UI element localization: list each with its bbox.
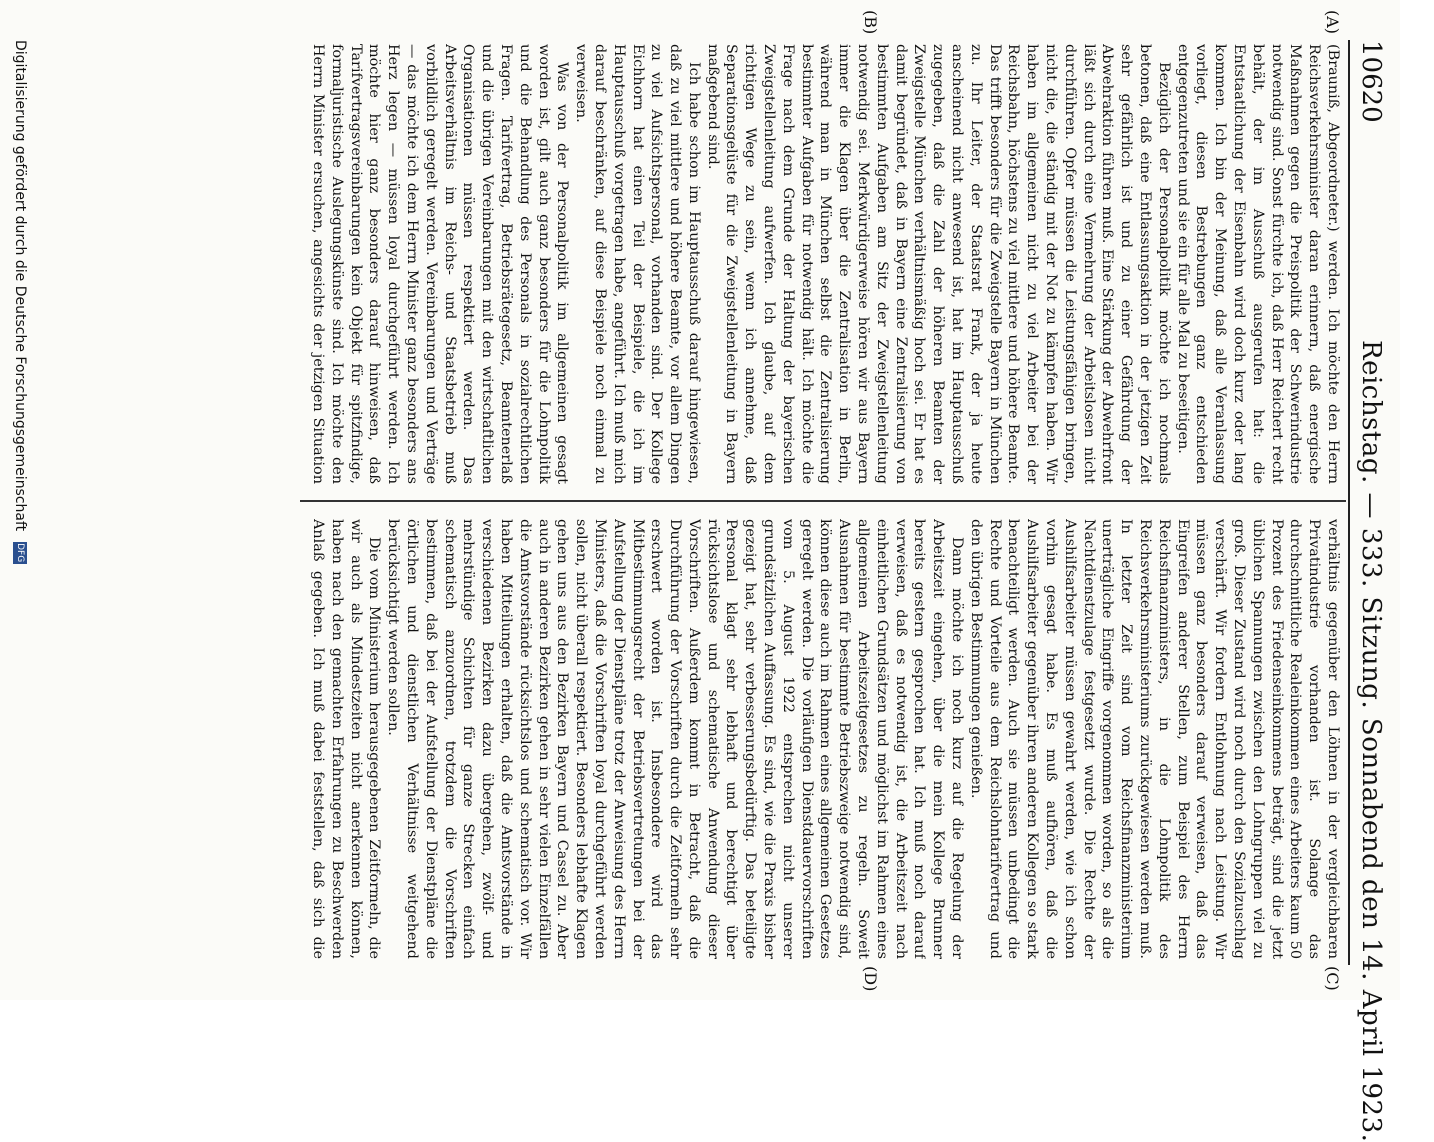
paragraph: Dann möchte ich noch kurz auf die Regelung der Arbeitszeit eingehen, über die mein Kollege Brunner bereits gestern gesprochen hat. Ich muß noch darauf verweisen, daß es notwendig ist, die Arbeitszeit nach einheitlichen Grundsätzen und möglichst im Rahmen eines allgemeinen Arbeitszeitgesetzes zu regeln. Soweit Ausnahmen für bestimmte Betriebszweige notwendig sind, können diese auch im Rahmen eines allgemeinen Gesetzes geregelt werden. Die vorläufigen Dienstdauervorschriften vom 5. August 1922 entsprechen nicht unserer grundsätzlichen Auffassung. Es sind, wie die Praxis bisher gezeigt hat, sehr verbesserungsbedürftig. Das beteiligte Personal klagt sehr lebhaft und berechtigt über rücksichtslose und schematische Anwendung dieser Vorschriften. Außerdem kommt in Betracht, daß die Durchführung der Vorschriften durch die Zeitformeln sehr erschwert worden ist. Insbesondere wird das Mitbestimmungsrecht der Betriebsvertretungen bei der Aufstellung der Dienstpläne trotz der Anweisung des Herrn Ministers, daß die Vorschriften loyal durchgeführt werden sollen, nicht überall respektiert. Besonders lebhafte Klagen gehen uns aus den Bezirken Bayern und Cassel zu. Aber auch in anderen Bezirken gehen in sehr vielen Einzelfällen die Amtsvorstände rücksichtslos und schematisch vor. Wir haben Mitteilungen erhalten, daß die Amtsvorstände in verschiedenen Bezirken dazu übergehen, zwölf- und mehrstündige Schichten für ganze Strecken einfach schematisch anzuordnen, trotzdem die Vorschriften bestimmen, daß bei der Aufstellung der Dienstpläne die örtlichen und dienstlichen Verhältnisse weitgehend berücksichtigt werden sollen. xyxy=(385,519,966,959)
paragraph: Die vom Ministerium herausgegebenen Zeitformeln, die wir auch als Mindestzeiten nicht anerkennen können, haben nach den gemachten Erfahrungen zu Beschwerden Anlaß gegeben. Ich muß dabei feststellen, daß sich die xyxy=(309,519,383,959)
margin-letter-c: (C) xyxy=(1323,966,1342,991)
paragraph: Was von der Personalpolitik im allgemeinen gesagt worden ist, gilt auch ganz besonders für die Lohnpolitik und die Behandlung des Personals in sozialrechtlichen Fragen. Tarifvertrag, Betriebsrätegesetz, Beamtenerlaß und die übrigen Vereinbarungen mit den wirtschaftlichen Organisationen müssen respektiert werden. Das Arbeitsverhältnis im Reichs- und Staatsbetrieb muß vorbildlich geregelt werden. Vereinbarungen und Verträge — das möchte ich dem Herrn Minister ganz besonders ans Herz legen — müssen loyal durchgeführt werden. Ich möchte hier ganz besonders darauf hinweisen, daß Tarifvertragsvereinbarungen kein Objekt für spitzfindige, formaljuristische Auslegungskünste sind. Ich möchte den Herrn Minister ersuchen, angesichts der jetzigen Situation xyxy=(309,44,571,484)
paragraph: (Brauniß, Abgeordneter.) werden. Ich möchte den Herrn Reichsverkehrsminister daran erinnern, daß energische Maßnahmen gegen die Preispolitik der Schwerindustrie notwendig sind. Sonst fürchte ich, daß Herr Reichert recht behält, der im Ausschuß ausgerufen hat: die Entstaatlichung der Eisenbahn wird doch kurz oder lang kommen. Ich bin der Meinung, daß alle Veranlassung vorliegt, diesen Bestrebungen ganz entschieden entgegenzutreten und sie ein für alle Mal zu beseitigen. xyxy=(1174,44,1341,484)
paragraph: verhältnis gegenüber den Löhnen in der vergleichbaren Privatindustrie vorhanden ist. Solange das durchschnittliche Realeinkommen eines Arbeiters kaum 50 Prozent des Friedenseinkommens beträgt, sind die jetzt üblichen Spannungen zwischen den Lohngruppen viel zu groß. Dieser Zustand wird noch durch den Sozialzuschlag verschärft. Wir fordern Entlohnung nach Leistung. Wir müssen ganz besonders darauf verweisen, daß das Eingreifen anderer Stellen, zum Beispiel des Herrn Reichsfinanzministers, in die Lohnpolitik des Reichsverkehrsministeriums zurückgewiesen werden muß. In letzter Zeit sind vom Reichsfinanzministerium unerträgliche Eingriffe vorgenommen worden, so als die Nachtdienstzulage festgesetzt wurde. Die Rechte der Aushilfsarbeiter müssen gewahrt werden, wie ich schon vorhin gesagt habe. Es muß aufhören, daß die Aushilfsarbeiter gegenüber ihren anderen Kollegen so stark benachteiligt werden. Auch sie müssen unbedingt die Rechte und Vorteile aus dem Reichslohntarifvertrag und den übrigen Bestimmungen genießen. xyxy=(967,519,1341,959)
margin-letter-d: (D) xyxy=(861,966,880,992)
running-title: Reichstag. — 333. Sitzung. Sonnabend den 14. April 1923. xyxy=(1356,340,1386,1142)
header-rule xyxy=(1348,40,1350,965)
margin-letter-b: (B) xyxy=(861,10,880,35)
paragraph: Bezüglich der Personalpolitik möchte ich nochmals betonen, daß eine Entlassungsaktion in der jetzigen Zeit sehr gefährlich ist und zu einer Gefährdung der Abwehraktion führen muß. Eine Stärkung der Abwehrfront läßt sich durch eine Vermehrung der Arbeitslosen nicht durchführen. Opfer müssen die Leistungsfähigen bringen, nicht die, die ständig mit der Not zu kämpfen haben. Wir haben im allgemeinen nicht zu viel Arbeiter bei der Reichsbahn, höchstens zu viel mittlere und höhere Beamte. Das trifft besonders für die Zweigstelle Bayern in München zu. Ihr Leiter, der Staatsrat Frank, der ja heute anscheinend nicht anwesend ist, hat im Hauptausschuß zugegeben, daß die Zahl der höheren Beamten der Zweigstelle München verhältnismäßig hoch sei. Er hat es damit begründet, daß in Bayern eine Zentralisierung von bestimmten Aufgaben am Sitz der Zweigstellenleitung notwendig sei. Merkwürdigerweise hören wir aus Bayern immer die Klagen über die Zentralisation in Berlin, während man in München selbst die Zentralisierung bestimmter Aufgaben für notwendig hält. Ich möchte die Frage nach dem Grunde der Haltung der bayerischen Zweigstellenleitung aufwerfen. Ich glaube, auf dem richtigen Wege zu sein, wenn ich annehme, daß Separationsgelüste für die Zweigstellenleitung in Bayern maßgebend sind. xyxy=(704,44,1172,484)
column-divider xyxy=(300,500,1346,502)
credit-text: Digitalisierung gefördert durch die Deutsche Forschungsgemeinschaft xyxy=(12,40,28,532)
page-number: 10620 xyxy=(1356,40,1386,123)
margin-letter-a: (A) xyxy=(1323,10,1342,35)
right-column xyxy=(306,519,1342,959)
dfg-logo: DFG xyxy=(15,543,25,563)
left-column xyxy=(306,44,1342,484)
running-header xyxy=(1350,40,1390,1142)
paragraph: Ich habe schon im Hauptausschuß darauf hingewiesen, daß zu viel mittlere und höhere Beamte, vor allem Dingen zu viel Aufsichtspersonal, vorhanden sind. Der Kollege Eichhorn hat einen Teil der Beispiele, die ich im Hauptausschuß vorgetragen habe, angeführt. Ich muß mich darauf beschränken, auf diese Beispiele noch einmal zu verweisen. xyxy=(573,44,702,484)
digitization-credit xyxy=(6,40,28,990)
